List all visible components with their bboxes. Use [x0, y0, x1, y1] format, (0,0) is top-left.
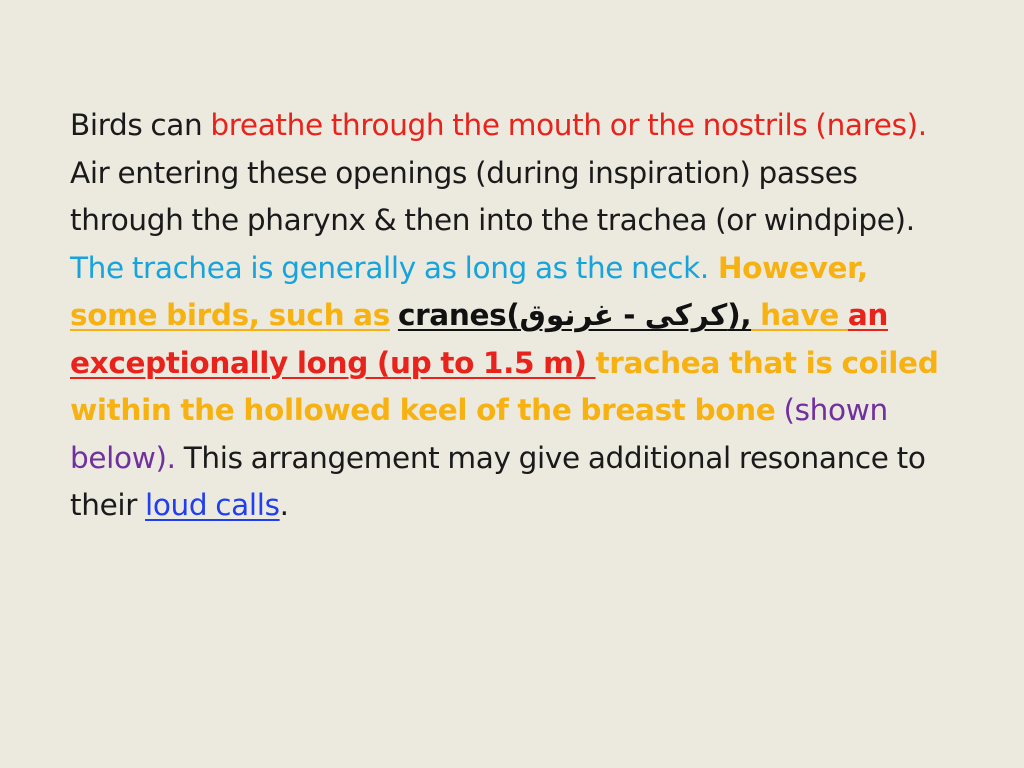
- text-shown-below: (shown below).: [70, 393, 888, 475]
- text-arrangement: This arrangement may give additional resonance to their: [70, 440, 926, 522]
- text-exceptionally-long: an exceptionally long (up to 1.5 m): [70, 298, 889, 380]
- text-cranes-label: cranes(: [397, 298, 520, 332]
- text-cranes-arabic: کرکی - غرنوق: [519, 298, 728, 332]
- text-period: .: [279, 488, 289, 522]
- text-have: have: [751, 298, 848, 332]
- text-trachea-neck: The trachea is generally as long as the neck.: [70, 250, 709, 285]
- paragraph: [70, 102, 942, 530]
- loud-calls-link[interactable]: loud calls: [145, 488, 280, 522]
- text-air-entering: Air entering these openings (during inspiration) passes through the pharynx & then into the trachea (or windpipe).: [70, 155, 915, 237]
- text-however: However,: [708, 250, 868, 285]
- text-cranes: [398, 298, 751, 332]
- text-intro: Birds can: [70, 108, 211, 142]
- text-coiled-trachea: trachea that is coiled within the hollowed keel of the breast bone: [70, 345, 939, 427]
- text-cranes-close: ),: [727, 298, 752, 332]
- text-breathe-highlight: breathe through the mouth or the nostrils (nares).: [210, 108, 927, 142]
- text-some-birds: some birds, such as: [70, 298, 390, 332]
